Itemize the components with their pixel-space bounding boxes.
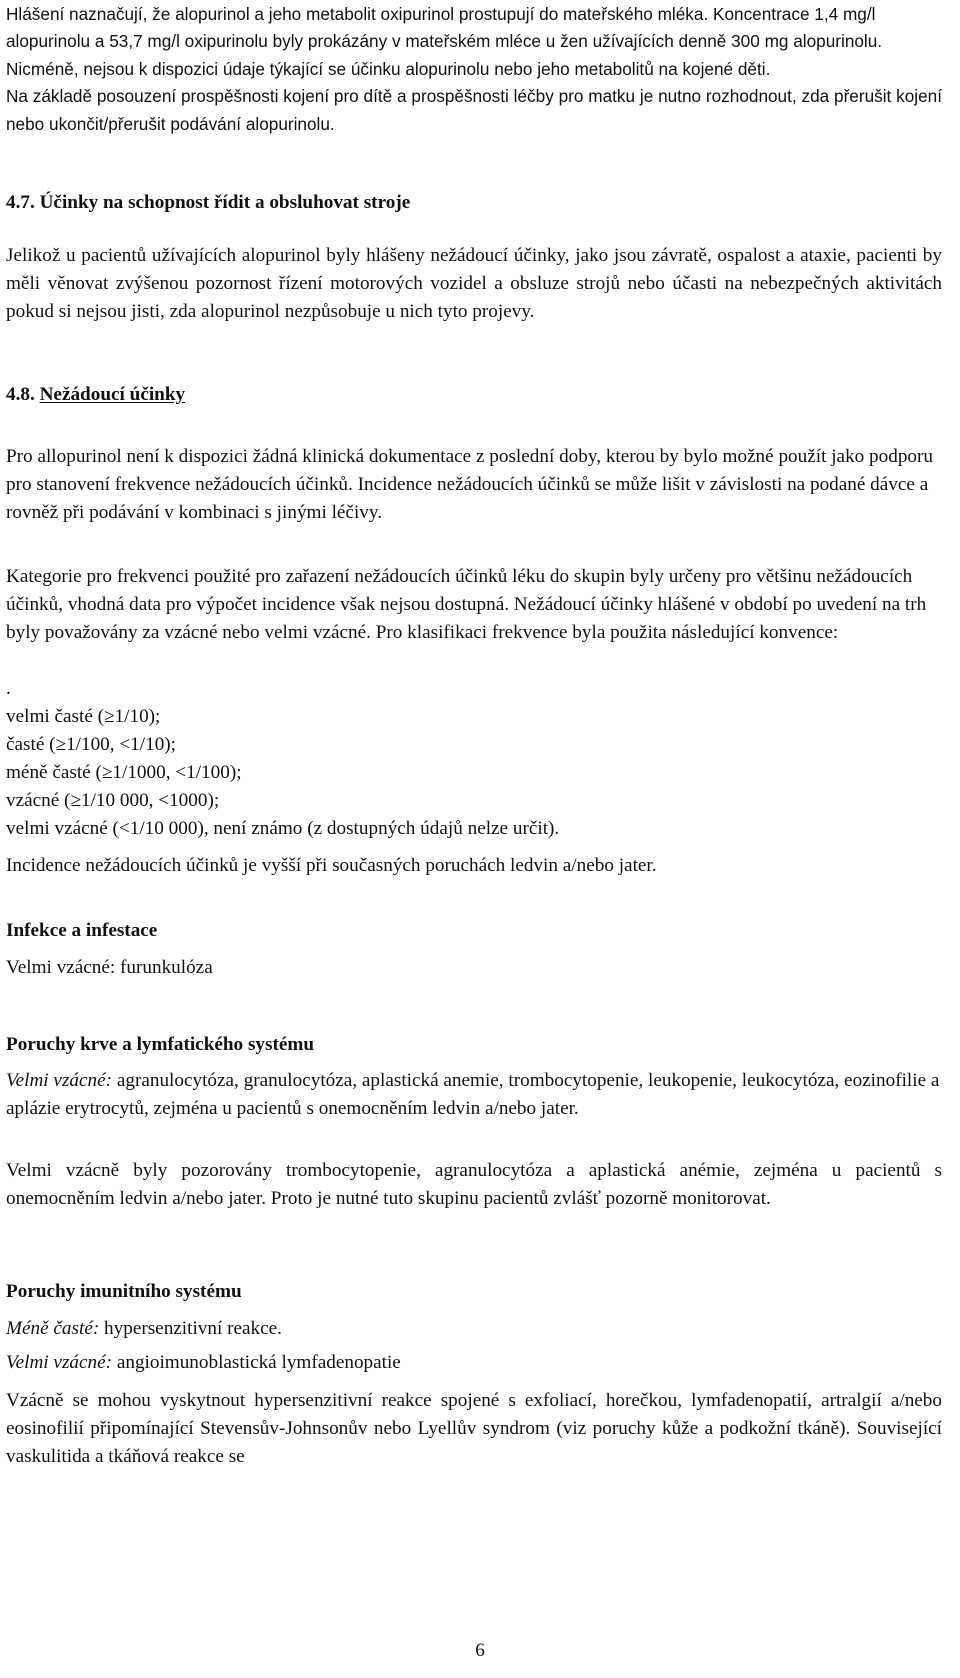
lactation-section <box>6 1 942 138</box>
section-4-8-title: Nežádoucí účinky <box>39 384 186 405</box>
infections-line: Velmi vzácné: furunkulóza <box>6 957 213 978</box>
section-4-8-heading <box>6 381 185 409</box>
incidence-note: Incidence nežádoucích účinků je vyšší při současných poruchách ledvin a/nebo jater. <box>6 855 657 876</box>
immune-line-1 <box>6 1315 282 1343</box>
frequency-convention-item: velmi vzácné (<1/10 000), není známo (z dostupných údajů nelze určit). <box>6 818 560 839</box>
section-4-7-heading: 4.7. Účinky na schopnost řídit a obsluhovat stroje <box>6 192 411 213</box>
frequency-convention-item: vzácné (≥1/10 000, <1000); <box>6 790 220 811</box>
lactation-paragraph-1: Hlášení naznačují, že alopurinol a jeho metabolit oxipurinol prostupují do mateřského mléka. Koncentrace 1,4 mg/l alopurinolu a 53,7 mg/l oxipurinolu byly prokázány v mateřském mléce u žen užívajících denně 300 mg alopurinolu. Nicméně, nejsou k dispozici údaje týkající se účinku alopurinolu nebo jeho metabolitů na kojené děti. <box>6 4 883 79</box>
section-4-7-text: Jelikož u pacientů užívajících alopurinol byly hlášeny nežádoucí účinky, jako jsou závratě, ospalost a ataxie, pacienti by měli věnovat zvýšenou pozornost řízení motorových vozidel a obsluze strojů nebo účasti na nebezpečných aktivitách pokud si nejsou jisti, zda alopurinol nezpůsobuje u nich tyto projevy. <box>6 245 942 322</box>
section-4-8-paragraph-2: Kategorie pro frekvenci použité pro zařazení nežádoucích účinků léku do skupin byly určeny pro většinu nežádoucích účinků, vhodná data pro výpočet incidence však nejsou dostupná. Nežádoucí účinky hlášené v období po uvedení na trh byly považovány za vzácné nebo velmi vzácné. Pro klasifikaci frekvence byla použita následující konvence: <box>6 566 927 643</box>
immune-heading: Poruchy imunitního systému <box>6 1281 242 1302</box>
immune-frequency-label-2: Velmi vzácné: <box>6 1352 113 1373</box>
frequency-separator-dot: . <box>6 678 11 699</box>
immune-paragraph-2: Vzácně se mohou vyskytnout hypersenzitivní reakce spojené s exfoliací, horečkou, lymfadenopatií, artralgií a/nebo eosinofilií připomínající Stevensův-Johnsonův nebo Lyellův syndrom (viz poruchy kůže a podkožní tkáně). Související vaskulitida a tkáňová reakce se <box>6 1390 942 1467</box>
immune-text-1: hypersenzitivní reakce. <box>99 1318 282 1339</box>
blood-frequency-paragraph <box>6 1067 942 1123</box>
section-4-8-paragraph-1: Pro allopurinol není k dispozici žádná klinická dokumentace z poslední doby, kterou by bylo možné použít jako podporu pro stanovení frekvence nežádoucích účinků. Incidence nežádoucích účinků se může lišit v závislosti na podané dávce a rovněž při podávání v kombinaci s jinými léčivy. <box>6 446 934 523</box>
frequency-convention-item: velmi časté (≥1/10); <box>6 706 161 727</box>
lactation-paragraph-2: Na základě posouzení prospěšnosti kojení pro dítě a prospěšnosti léčby pro matku je nutno rozhodnout, zda přerušit kojení nebo ukončit/přerušit podávání alopurinolu. <box>6 86 942 134</box>
page-number: 6 <box>475 1640 485 1661</box>
blood-heading: Poruchy krve a lymfatického systému <box>6 1034 315 1055</box>
blood-frequency-text: agranulocytóza, granulocytóza, aplastická anemie, trombocytopenie, leukopenie, leukocytóza, eozinofilie a aplázie erytrocytů, zejména u pacientů s onemocněním ledvin a/nebo jater. <box>6 1070 940 1119</box>
immune-line-2 <box>6 1349 401 1377</box>
blood-paragraph-2: Velmi vzácně byly pozorovány trombocytopenie, agranulocytóza a aplastická anémie, zejména u pacientů s onemocněním ledvin a/nebo jater. Proto je nutné tuto skupinu pacientů zvlášť pozorně monitorovat. <box>6 1160 942 1209</box>
blood-frequency-label: Velmi vzácné: <box>6 1070 113 1091</box>
frequency-convention-item: méně časté (≥1/1000, <1/100); <box>6 762 242 783</box>
frequency-conventions-list <box>6 703 942 843</box>
immune-frequency-label-1: Méně časté: <box>6 1318 100 1339</box>
frequency-convention-item: časté (≥1/100, <1/10); <box>6 734 177 755</box>
section-4-8-number: 4.8. <box>6 384 35 405</box>
immune-text-2: angioimunoblastická lymfadenopatie <box>112 1352 401 1373</box>
infections-heading: Infekce a infestace <box>6 920 158 941</box>
